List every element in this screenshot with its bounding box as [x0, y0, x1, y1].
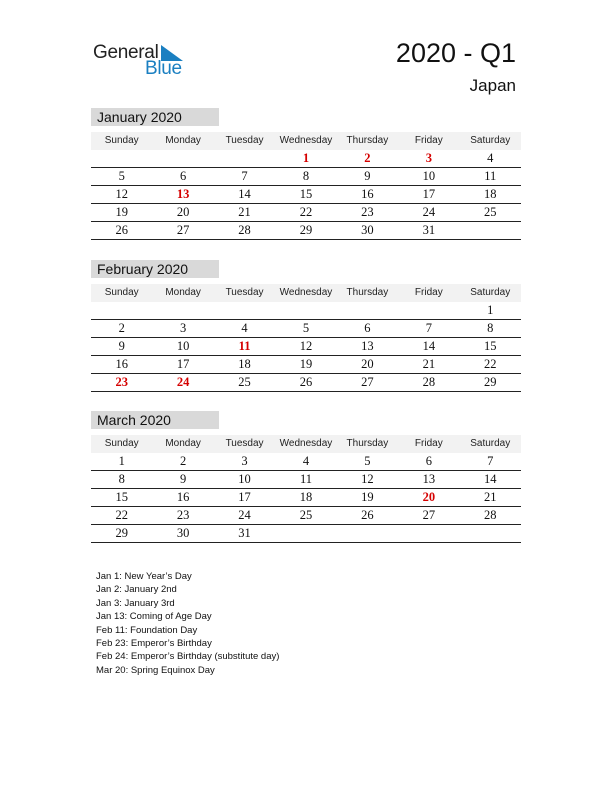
weekday-label: Monday — [165, 287, 201, 298]
day-cell: 16 — [115, 357, 128, 371]
week-row — [91, 150, 521, 168]
day-cell: 15 — [483, 339, 497, 353]
empty-day-cell — [398, 525, 459, 542]
week-row — [91, 374, 521, 392]
country-name: Japan — [469, 76, 516, 95]
day-cell: 25 — [299, 508, 313, 522]
day-cell: 5 — [118, 169, 125, 183]
day-cell: 8 — [302, 169, 310, 183]
day-cell: 13 — [176, 187, 190, 201]
day-cell: 2 — [180, 454, 187, 468]
weekday-label: Tuesday — [225, 135, 264, 146]
holiday-note: Jan 2: January 2nd — [96, 584, 177, 596]
holiday-note: Jan 1: New Year’s Day — [96, 571, 192, 582]
empty-day-cell — [337, 525, 398, 542]
day-cell: 13 — [422, 472, 436, 486]
day-cell: 21 — [483, 490, 497, 504]
day-cell: 27 — [176, 223, 190, 237]
day-cell: 24 — [238, 508, 251, 522]
empty-day-cell — [275, 525, 336, 542]
day-cell: 7 — [425, 321, 432, 335]
weekday-label: Saturday — [470, 287, 511, 298]
weekday-label: Monday — [165, 135, 201, 146]
weekday-label: Friday — [414, 135, 443, 146]
day-cell: 30 — [176, 526, 190, 540]
day-cell: 28 — [422, 375, 436, 389]
day-cell: 29 — [299, 223, 313, 237]
holiday-note: Feb 24: Emperor’s Birthday (substitute day) — [96, 651, 280, 663]
month-title-text: January 2020 — [97, 109, 182, 125]
day-cell: 4 — [241, 321, 248, 335]
day-cell: 11 — [238, 339, 251, 353]
day-cell: 3 — [241, 454, 248, 468]
day-cell: 28 — [483, 508, 497, 522]
day-cell: 13 — [361, 339, 374, 353]
weekday-label: Friday — [414, 287, 443, 298]
day-cell: 11 — [484, 169, 497, 183]
weekday-label: Monday — [165, 438, 201, 449]
day-cell: 9 — [118, 339, 125, 353]
day-cell: 14 — [483, 472, 497, 486]
day-cell: 31 — [422, 223, 436, 237]
empty-day-cell — [152, 150, 213, 167]
weekday-label: Sunday — [104, 438, 139, 449]
day-cell: 5 — [364, 454, 371, 468]
week-row — [91, 338, 521, 356]
week-row — [91, 204, 521, 222]
day-cell: 10 — [176, 339, 190, 353]
holiday-note: Mar 20: Spring Equinox Day — [96, 664, 215, 676]
day-cell: 3 — [180, 321, 187, 335]
empty-day-cell — [152, 302, 213, 319]
weekday-header-row — [91, 132, 521, 150]
holiday-note: Jan 13: Coming of Age Day — [96, 611, 212, 623]
weekday-label: Thursday — [346, 438, 389, 449]
weekday-label: Friday — [414, 438, 443, 449]
weekday-label: Wednesday — [279, 438, 333, 449]
weekday-label: Sunday — [104, 135, 139, 146]
day-cell: 17 — [238, 490, 251, 504]
month-title-text: February 2020 — [97, 261, 189, 277]
weekday-label: Wednesday — [279, 135, 333, 146]
day-cell: 24 — [176, 375, 190, 389]
day-cell: 1 — [302, 151, 310, 165]
day-cell: 7 — [487, 454, 494, 468]
empty-day-cell — [275, 302, 336, 319]
day-cell: 23 — [176, 508, 190, 522]
day-cell: 30 — [361, 223, 374, 237]
empty-day-cell — [460, 525, 521, 542]
month-march — [91, 411, 521, 543]
day-cell: 29 — [115, 526, 128, 540]
week-row — [91, 489, 521, 507]
day-cell: 17 — [176, 357, 190, 371]
day-cell: 10 — [238, 472, 251, 486]
empty-day-cell — [460, 222, 521, 239]
day-cell: 9 — [364, 169, 371, 183]
logo-blue-text: Blue — [145, 58, 182, 79]
day-cell: 28 — [238, 223, 251, 237]
day-cell: 18 — [299, 490, 313, 504]
day-cell: 6 — [364, 321, 371, 335]
day-cell: 4 — [487, 151, 494, 165]
month-title — [91, 108, 219, 126]
week-row — [91, 320, 521, 338]
day-cell: 18 — [238, 357, 251, 371]
day-cell: 2 — [118, 321, 125, 335]
week-row — [91, 186, 521, 204]
day-cell: 16 — [176, 490, 190, 504]
week-row — [91, 525, 521, 543]
holiday-notes — [96, 570, 279, 677]
month-title — [91, 260, 219, 278]
month-february — [91, 260, 521, 392]
weekday-label: Wednesday — [279, 287, 333, 298]
day-cell: 25 — [238, 375, 251, 389]
week-row — [91, 453, 521, 471]
day-cell: 2 — [364, 151, 371, 165]
week-row — [91, 302, 521, 320]
day-cell: 24 — [422, 205, 436, 219]
day-cell: 26 — [361, 508, 374, 522]
day-cell: 1 — [118, 454, 125, 468]
day-cell: 18 — [483, 187, 497, 201]
month-title-text: March 2020 — [97, 412, 171, 428]
holiday-note: Feb 23: Emperor’s Birthday — [96, 638, 212, 650]
day-cell: 21 — [422, 357, 436, 371]
day-cell: 5 — [302, 321, 310, 335]
day-cell: 12 — [299, 339, 313, 353]
day-cell: 20 — [361, 357, 374, 371]
empty-day-cell — [337, 302, 398, 319]
day-cell: 27 — [422, 508, 436, 522]
day-cell: 17 — [422, 187, 436, 201]
day-cell: 16 — [361, 187, 374, 201]
day-cell: 26 — [299, 375, 313, 389]
day-cell: 26 — [115, 223, 128, 237]
weekday-label: Tuesday — [225, 287, 264, 298]
day-cell: 20 — [176, 205, 190, 219]
month-january — [91, 108, 521, 240]
day-cell: 29 — [483, 375, 497, 389]
week-row — [91, 168, 521, 186]
logo-general-text: General — [93, 42, 159, 63]
day-cell: 21 — [238, 205, 251, 219]
day-cell: 25 — [483, 205, 497, 219]
day-cell: 22 — [299, 205, 313, 219]
weekday-label: Thursday — [346, 287, 389, 298]
week-row — [91, 471, 521, 489]
weekday-header-row — [91, 284, 521, 302]
day-cell: 9 — [180, 472, 187, 486]
day-cell: 19 — [299, 357, 313, 371]
day-cell: 15 — [115, 490, 128, 504]
day-cell: 22 — [115, 508, 128, 522]
day-cell: 12 — [115, 187, 128, 201]
empty-day-cell — [214, 302, 275, 319]
weekday-label: Saturday — [470, 438, 511, 449]
empty-day-cell — [91, 302, 152, 319]
day-cell: 6 — [425, 454, 432, 468]
month-title — [91, 411, 219, 429]
week-row — [91, 507, 521, 525]
day-cell: 23 — [361, 205, 374, 219]
weekday-label: Thursday — [346, 135, 389, 146]
day-cell: 7 — [241, 169, 248, 183]
week-row — [91, 356, 521, 374]
day-cell: 23 — [115, 375, 128, 389]
day-cell: 12 — [361, 472, 374, 486]
day-cell: 31 — [238, 526, 251, 540]
day-cell: 19 — [361, 490, 374, 504]
day-cell: 4 — [302, 454, 310, 468]
day-cell: 10 — [422, 169, 436, 183]
day-cell: 20 — [422, 490, 436, 504]
day-cell: 8 — [487, 321, 494, 335]
day-cell: 11 — [299, 472, 312, 486]
weekday-label: Tuesday — [225, 438, 264, 449]
day-cell: 14 — [238, 187, 251, 201]
week-row — [91, 222, 521, 240]
day-cell: 3 — [425, 151, 432, 165]
day-cell: 27 — [361, 375, 374, 389]
empty-day-cell — [398, 302, 459, 319]
day-cell: 15 — [299, 187, 313, 201]
day-cell: 22 — [483, 357, 497, 371]
day-cell: 19 — [115, 205, 128, 219]
day-cell: 14 — [422, 339, 436, 353]
weekday-label: Sunday — [104, 287, 139, 298]
empty-day-cell — [91, 150, 152, 167]
day-cell: 8 — [118, 472, 125, 486]
day-cell: 6 — [180, 169, 187, 183]
empty-day-cell — [214, 150, 275, 167]
weekday-label: Saturday — [470, 135, 511, 146]
page-title: 2020 - Q1 — [395, 38, 516, 68]
weekday-header-row — [91, 435, 521, 453]
holiday-note: Feb 11: Foundation Day — [96, 624, 198, 636]
day-cell: 1 — [487, 303, 494, 317]
holiday-note: Jan 3: January 3rd — [96, 597, 175, 609]
brand-logo — [93, 40, 193, 80]
